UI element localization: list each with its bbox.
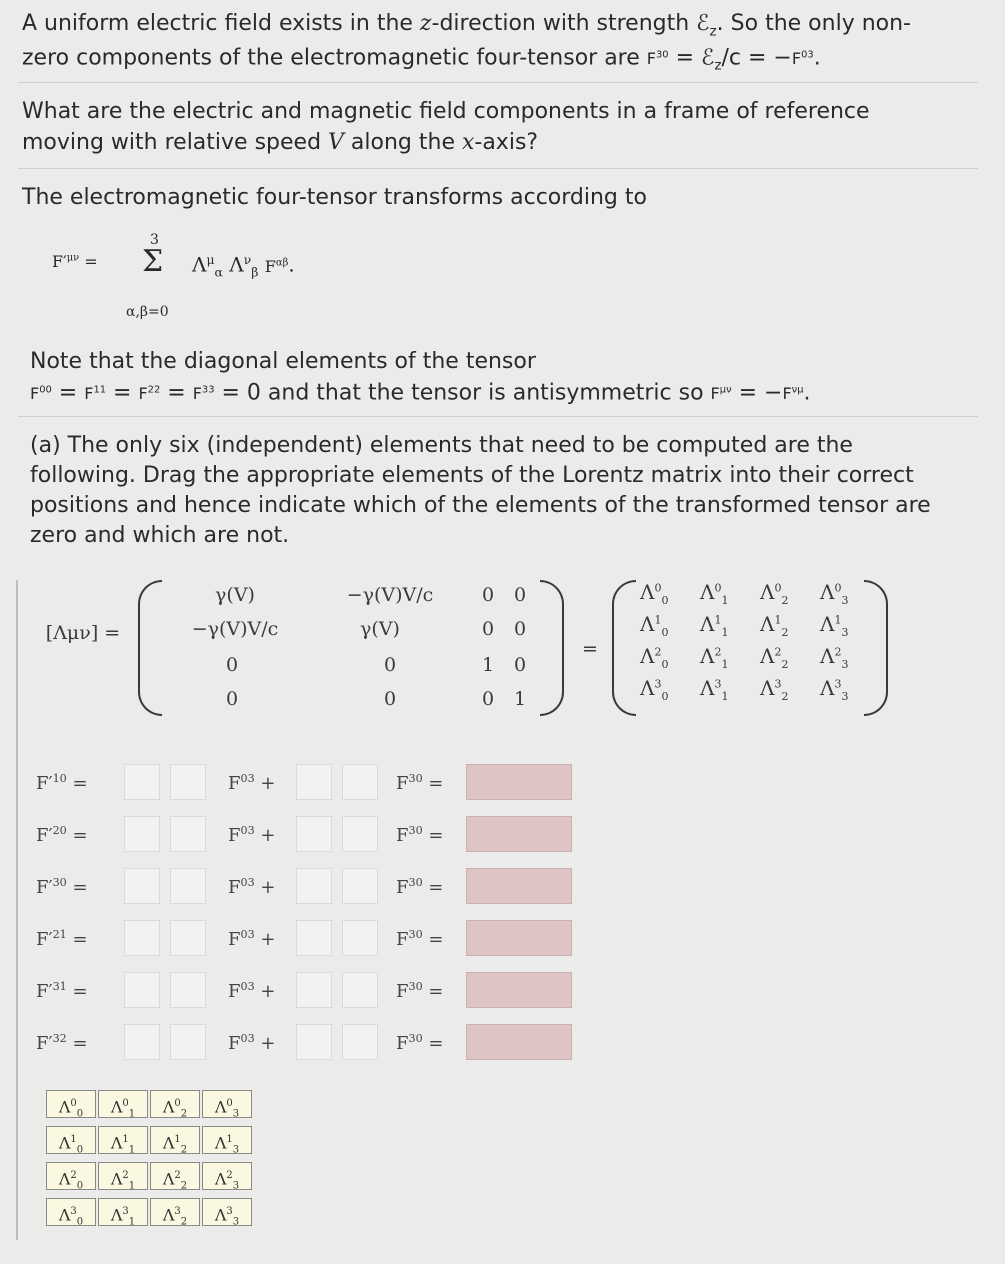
lambda-2-1: $\Lambda^2_1$: [700, 644, 729, 671]
row-lhs: $F'^{21}$ =: [36, 928, 88, 950]
question-line-2: moving with relative speed V along the x-axis?: [22, 130, 539, 155]
matrix-cell: −γ(V)V/c: [191, 618, 279, 640]
matrix-label: [Λμν] =: [45, 622, 121, 644]
drag-tile-lambda-0-1[interactable]: $\Lambda^0_1$: [98, 1090, 148, 1118]
transform-equation: [52, 232, 472, 322]
drag-tile-lambda-1-0[interactable]: $\Lambda^1_0$: [46, 1126, 96, 1154]
part-a-line-3: positions and hence indicate which of the elements of the transformed tensor are: [30, 493, 931, 518]
equation-sum-upper: 3: [150, 232, 159, 248]
lambda-0-1: $\Lambda^0_1$: [700, 580, 729, 607]
right-paren: [864, 580, 888, 716]
matrix-cell: γ(V): [215, 584, 255, 606]
lambda-1-0: $\Lambda^1_0$: [640, 612, 669, 639]
drop-slot[interactable]: [342, 920, 378, 956]
drop-slot[interactable]: [296, 816, 332, 852]
answer-box[interactable]: [466, 972, 572, 1008]
equation-sum-lower: α,β=0: [126, 304, 169, 320]
row-lhs: $F'^{31}$ =: [36, 980, 88, 1002]
lambda-2-2: $\Lambda^2_2$: [760, 644, 789, 671]
part-a-line-4: zero and which are not.: [30, 523, 290, 548]
row-end: $F^{30}$ =: [396, 876, 444, 898]
drag-tile-lambda-1-3[interactable]: $\Lambda^1_3$: [202, 1126, 252, 1154]
row-end: $F^{30}$ =: [396, 824, 444, 846]
row-lhs: $F'^{10}$ =: [36, 772, 88, 794]
drag-tile-lambda-2-3[interactable]: $\Lambda^2_3$: [202, 1162, 252, 1190]
lambda-3-3: $\Lambda^3_3$: [820, 676, 849, 703]
matrix-cell: 0: [513, 618, 527, 640]
right-paren: [540, 580, 564, 716]
drop-slot[interactable]: [170, 920, 206, 956]
divider: [18, 416, 978, 417]
row-mid: $F^{03}$ +: [228, 824, 276, 846]
intro-line-2: zero components of the electromagnetic four-tensor are $F^{30}$ = ℰ$_z$/c = $-F^{03}$.: [22, 45, 821, 74]
answer-box[interactable]: [466, 868, 572, 904]
drop-slot[interactable]: [170, 972, 206, 1008]
drop-slot[interactable]: [124, 920, 160, 956]
answer-box[interactable]: [466, 764, 572, 800]
drop-slot[interactable]: [124, 972, 160, 1008]
drop-slot[interactable]: [124, 816, 160, 852]
drop-slot[interactable]: [296, 972, 332, 1008]
drag-tile-lambda-0-2[interactable]: $\Lambda^0_2$: [150, 1090, 200, 1118]
drag-tile-lambda-0-3[interactable]: $\Lambda^0_3$: [202, 1090, 252, 1118]
drop-slot[interactable]: [342, 764, 378, 800]
drag-tile-lambda-3-1[interactable]: $\Lambda^3_1$: [98, 1198, 148, 1226]
drop-slot[interactable]: [296, 868, 332, 904]
matrix-cell: 0: [225, 654, 239, 676]
note-line-2: $F^{00} = F^{11} = F^{22} = F^{33} = 0$ and that the tensor is antisymmetric so $F^{\mu\nu} = -F^{\nu\mu}$.: [30, 380, 811, 406]
intro-line-1: A uniform electric field exists in the z-direction with strength ℰ$_z$. So the only non-: [22, 11, 911, 40]
row-end: $F^{30}$ =: [396, 928, 444, 950]
matrix-cell: 1: [513, 688, 527, 710]
drag-tile-lambda-3-3[interactable]: $\Lambda^3_3$: [202, 1198, 252, 1226]
drop-slot[interactable]: [124, 1024, 160, 1060]
equation-rhs: $\Lambda^\mu_\alpha$ $\Lambda^\nu_\beta$ $F^{\alpha\beta}$.: [192, 252, 295, 280]
drag-tile-lambda-1-2[interactable]: $\Lambda^1_2$: [150, 1126, 200, 1154]
row-mid: $F^{03}$ +: [228, 876, 276, 898]
matrix-equals: =: [582, 638, 598, 660]
drag-tile-lambda-2-2[interactable]: $\Lambda^2_2$: [150, 1162, 200, 1190]
lambda-2-0: $\Lambda^2_0$: [640, 644, 669, 671]
left-paren: [138, 580, 162, 716]
drop-slot[interactable]: [296, 1024, 332, 1060]
row-mid: $F^{03}$ +: [228, 980, 276, 1002]
lambda-2-3: $\Lambda^2_3$: [820, 644, 849, 671]
matrix-cell: 0: [383, 688, 397, 710]
matrix-cell: 0: [481, 584, 495, 606]
row-mid: $F^{03}$ +: [228, 1032, 276, 1054]
drop-slot[interactable]: [296, 920, 332, 956]
lambda-0-0: $\Lambda^0_0$: [640, 580, 669, 607]
lambda-0-3: $\Lambda^0_3$: [820, 580, 849, 607]
drop-slot[interactable]: [296, 764, 332, 800]
drag-tile-lambda-2-0[interactable]: $\Lambda^2_0$: [46, 1162, 96, 1190]
answer-box[interactable]: [466, 816, 572, 852]
drop-slot[interactable]: [342, 816, 378, 852]
lambda-3-0: $\Lambda^3_0$: [640, 676, 669, 703]
drop-slot[interactable]: [170, 868, 206, 904]
lambda-1-1: $\Lambda^1_1$: [700, 612, 729, 639]
lambda-0-2: $\Lambda^0_2$: [760, 580, 789, 607]
drag-tile-lambda-2-1[interactable]: $\Lambda^2_1$: [98, 1162, 148, 1190]
row-end: $F^{30}$ =: [396, 980, 444, 1002]
equation-sum: Σ: [142, 244, 164, 279]
lambda-1-3: $\Lambda^1_3$: [820, 612, 849, 639]
drop-slot[interactable]: [124, 868, 160, 904]
row-end: $F^{30}$ =: [396, 772, 444, 794]
drag-tile-lambda-3-2[interactable]: $\Lambda^3_2$: [150, 1198, 200, 1226]
matrix-cell: 0: [513, 654, 527, 676]
matrix-cell: 0: [481, 688, 495, 710]
divider: [18, 82, 978, 83]
drop-slot[interactable]: [124, 764, 160, 800]
part-a-line-1: (a) The only six (independent) elements that need to be computed are the: [30, 433, 853, 458]
note-line-1: Note that the diagonal elements of the tensor: [30, 349, 536, 374]
row-mid: $F^{03}$ +: [228, 772, 276, 794]
matrix-cell: 0: [513, 584, 527, 606]
row-mid: $F^{03}$ +: [228, 928, 276, 950]
drag-tile-lambda-1-1[interactable]: $\Lambda^1_1$: [98, 1126, 148, 1154]
drop-slot[interactable]: [170, 764, 206, 800]
lambda-3-1: $\Lambda^3_1$: [700, 676, 729, 703]
matrix-cell: 0: [225, 688, 239, 710]
answer-box[interactable]: [466, 1024, 572, 1060]
part-a-line-2: following. Drag the appropriate elements of the Lorentz matrix into their correct: [30, 463, 914, 488]
matrix-cell: 0: [481, 618, 495, 640]
matrix-cell: 0: [383, 654, 397, 676]
answer-box[interactable]: [466, 920, 572, 956]
matrix-cell: 1: [481, 654, 495, 676]
drop-slot[interactable]: [342, 868, 378, 904]
drag-tile-lambda-0-0[interactable]: $\Lambda^0_0$: [46, 1090, 96, 1118]
lambda-1-2: $\Lambda^1_2$: [760, 612, 789, 639]
row-end: $F^{30}$ =: [396, 1032, 444, 1054]
equation-lhs: $F'^{\mu\nu}$ =: [52, 252, 98, 271]
matrix-cell: γ(V): [360, 618, 400, 640]
row-lhs: $F'^{20}$ =: [36, 824, 88, 846]
drop-slot[interactable]: [342, 972, 378, 1008]
row-lhs: $F'^{30}$ =: [36, 876, 88, 898]
left-paren: [612, 580, 636, 716]
question-line-1: What are the electric and magnetic field components in a frame of reference: [22, 99, 870, 124]
row-lhs: $F'^{32}$ =: [36, 1032, 88, 1054]
matrix-cell: −γ(V)V/c: [346, 584, 434, 606]
divider: [18, 168, 978, 169]
transform-text: The electromagnetic four-tensor transforms according to: [22, 185, 647, 210]
drag-tile-lambda-3-0[interactable]: $\Lambda^3_0$: [46, 1198, 96, 1226]
drop-slot[interactable]: [342, 1024, 378, 1060]
drop-slot[interactable]: [170, 816, 206, 852]
lambda-3-2: $\Lambda^3_2$: [760, 676, 789, 703]
drop-slot[interactable]: [170, 1024, 206, 1060]
left-margin-bar: [16, 580, 18, 1240]
